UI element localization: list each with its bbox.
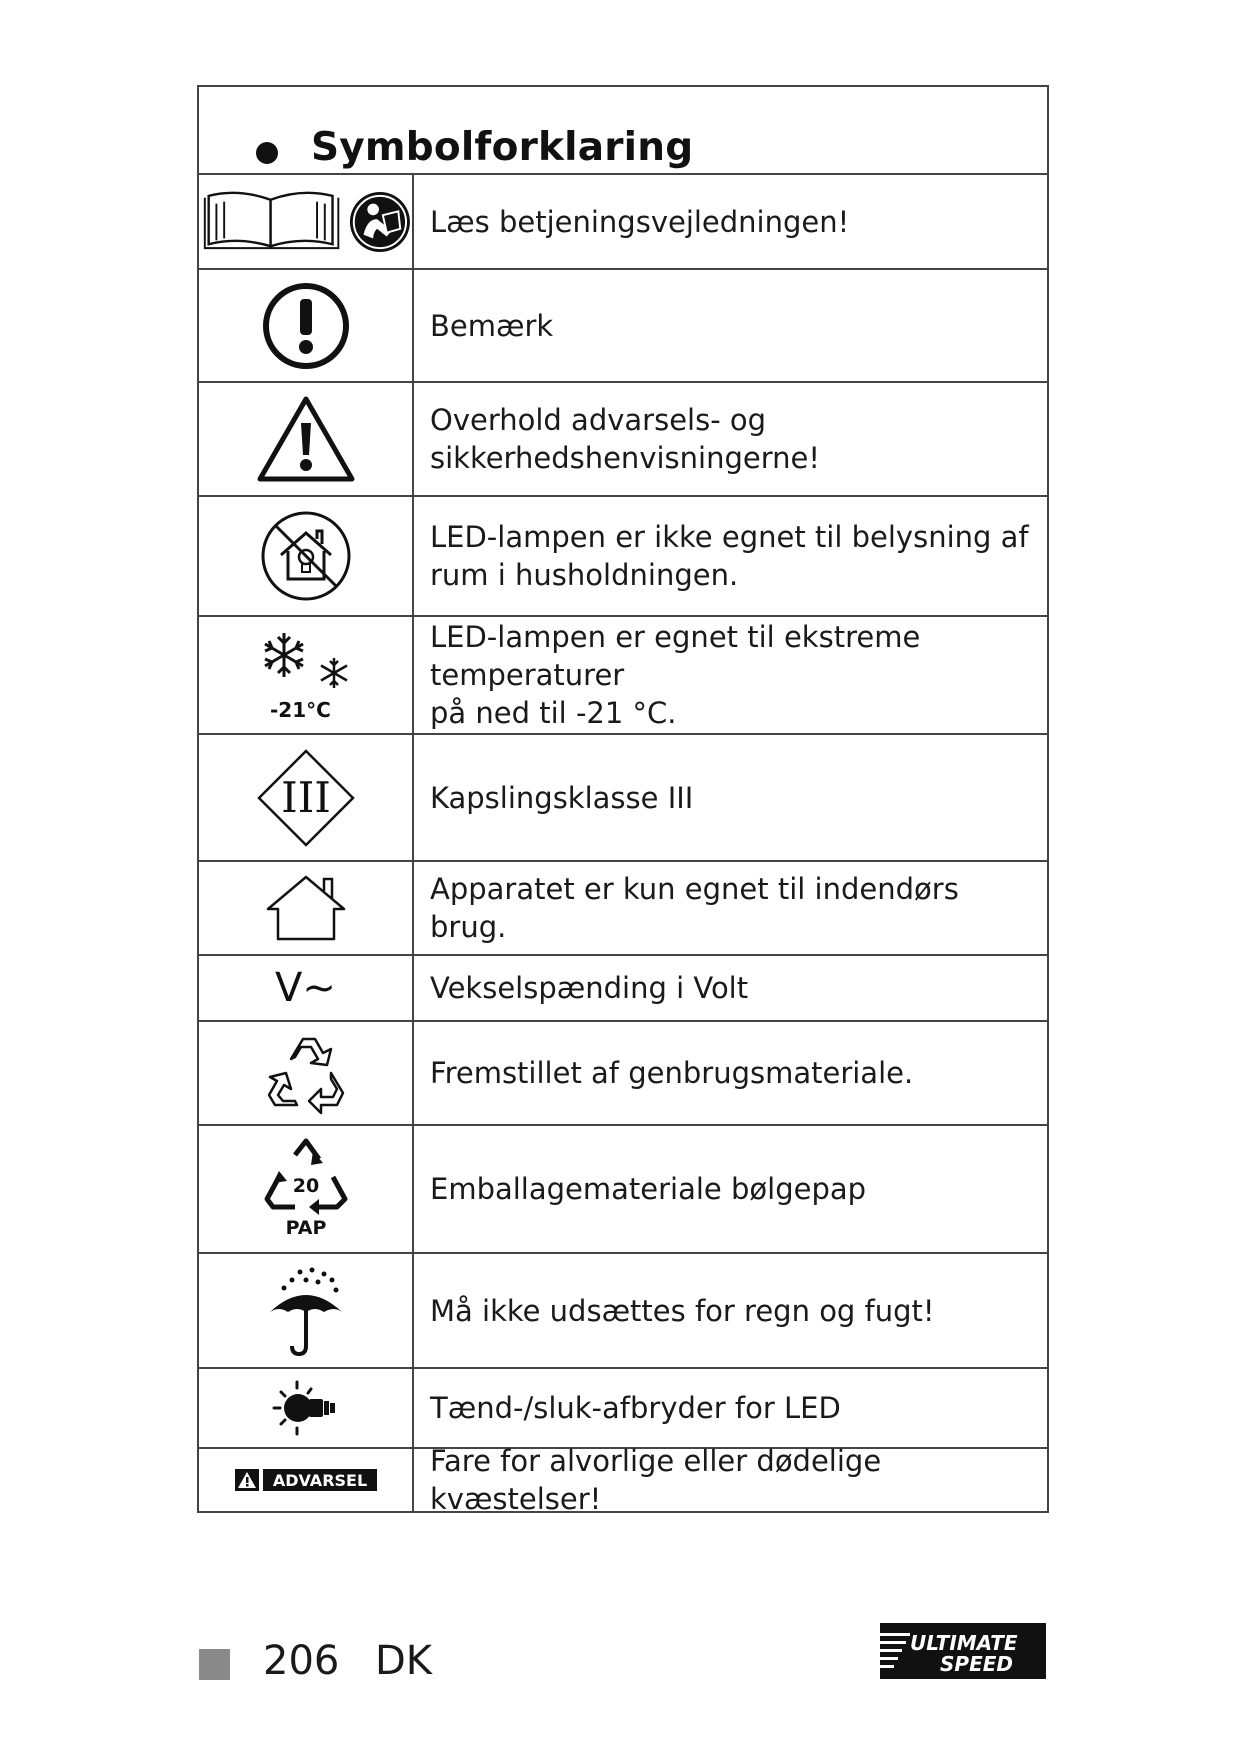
icon-pap-number: 20 (292, 1175, 319, 1197)
description-text: Kapslingsklasse III (430, 780, 694, 815)
icon-temperature-label: -21°C (269, 698, 331, 722)
icon-cell (199, 1126, 414, 1252)
icon-cell (199, 862, 414, 954)
read-manual-icon (199, 187, 344, 257)
section-title: Symbolforklaring (311, 125, 694, 170)
icon-pap-label: PAP (285, 1217, 326, 1239)
table-row (199, 862, 1047, 956)
brand-logo (880, 1623, 1046, 1679)
description-text: LED-lampen er egnet til ekstreme temperaturer (430, 620, 921, 692)
table-row (199, 1444, 1047, 1516)
description-text: Overhold advarsels- og (430, 403, 767, 437)
description-text: LED-lampen er ikke egnet til belysning af (430, 520, 1029, 554)
description-text: Tænd-/sluk-afbryder for LED (430, 1391, 841, 1425)
umbrella-rain-icon (264, 1266, 348, 1356)
icon-class-label: III (280, 772, 331, 822)
table-row (199, 175, 1047, 270)
description-text: rum i husholdningen. (430, 558, 739, 592)
symbol-table (197, 85, 1049, 1516)
brand-logo-line2: SPEED (940, 1652, 1013, 1676)
page-number: 206 (263, 1638, 340, 1684)
warning-triangle-icon (256, 395, 356, 483)
description-text: Bemærk (430, 308, 554, 343)
page-language: DK (375, 1638, 433, 1684)
description-text: Emballagemateriale bølgepap (430, 1172, 867, 1206)
table-row (199, 956, 1047, 1022)
section-header (199, 87, 1047, 175)
brand-logo-line1: ULTIMATE (910, 1631, 1018, 1655)
icon-cell (199, 383, 414, 495)
table-row (199, 383, 1047, 497)
icon-cell (199, 175, 414, 268)
table-row (199, 1022, 1047, 1126)
table-row (199, 270, 1047, 383)
no-household-lighting-icon (259, 509, 353, 603)
icon-cell (199, 617, 414, 733)
description-text: Fare for alvorlige eller dødelige kvæstelser! (430, 1444, 882, 1516)
description-text: Må ikke udsættes for regn og fugt! (430, 1293, 935, 1328)
description-text: på ned til -21 °C. (430, 696, 677, 730)
table-row (199, 617, 1047, 735)
read-manual-mandatory-icon (348, 189, 412, 255)
icon-cell (199, 956, 414, 1020)
description-text: Læs betjeningsvejledningen! (430, 204, 850, 239)
icon-cell (199, 1254, 414, 1367)
attention-icon (261, 281, 351, 371)
footer-marker (199, 1649, 230, 1680)
bullet-icon (256, 142, 278, 164)
icon-cell (199, 270, 414, 381)
cold-temperature-icon (256, 627, 356, 723)
icon-cell (199, 497, 414, 615)
table-row (199, 1369, 1047, 1449)
protection-class-iii-icon (256, 748, 356, 848)
advarsel-label-icon (235, 1468, 377, 1492)
alternating-voltage-icon: V~ (275, 965, 336, 1011)
description-text: sikkerhedshenvisningerne! (430, 441, 820, 475)
table-row (199, 1254, 1047, 1369)
description-text: Vekselspænding i Volt (430, 971, 749, 1005)
icon-cell (199, 1449, 414, 1511)
description-text: Apparatet er kun egnet til indendørs brug. (430, 872, 959, 944)
table-row (199, 735, 1047, 862)
advarsel-label: ADVARSEL (272, 1471, 367, 1490)
icon-cell (199, 1022, 414, 1124)
table-row (199, 497, 1047, 617)
recycle-icon (261, 1029, 351, 1117)
recycle-pap-icon (261, 1137, 351, 1241)
description-text: Fremstillet af genbrugsmateriale. (430, 1056, 914, 1090)
led-switch-icon (271, 1380, 341, 1436)
table-row (199, 1126, 1047, 1254)
icon-cell (199, 1369, 414, 1447)
icon-cell (199, 735, 414, 860)
indoor-house-icon (264, 873, 348, 943)
